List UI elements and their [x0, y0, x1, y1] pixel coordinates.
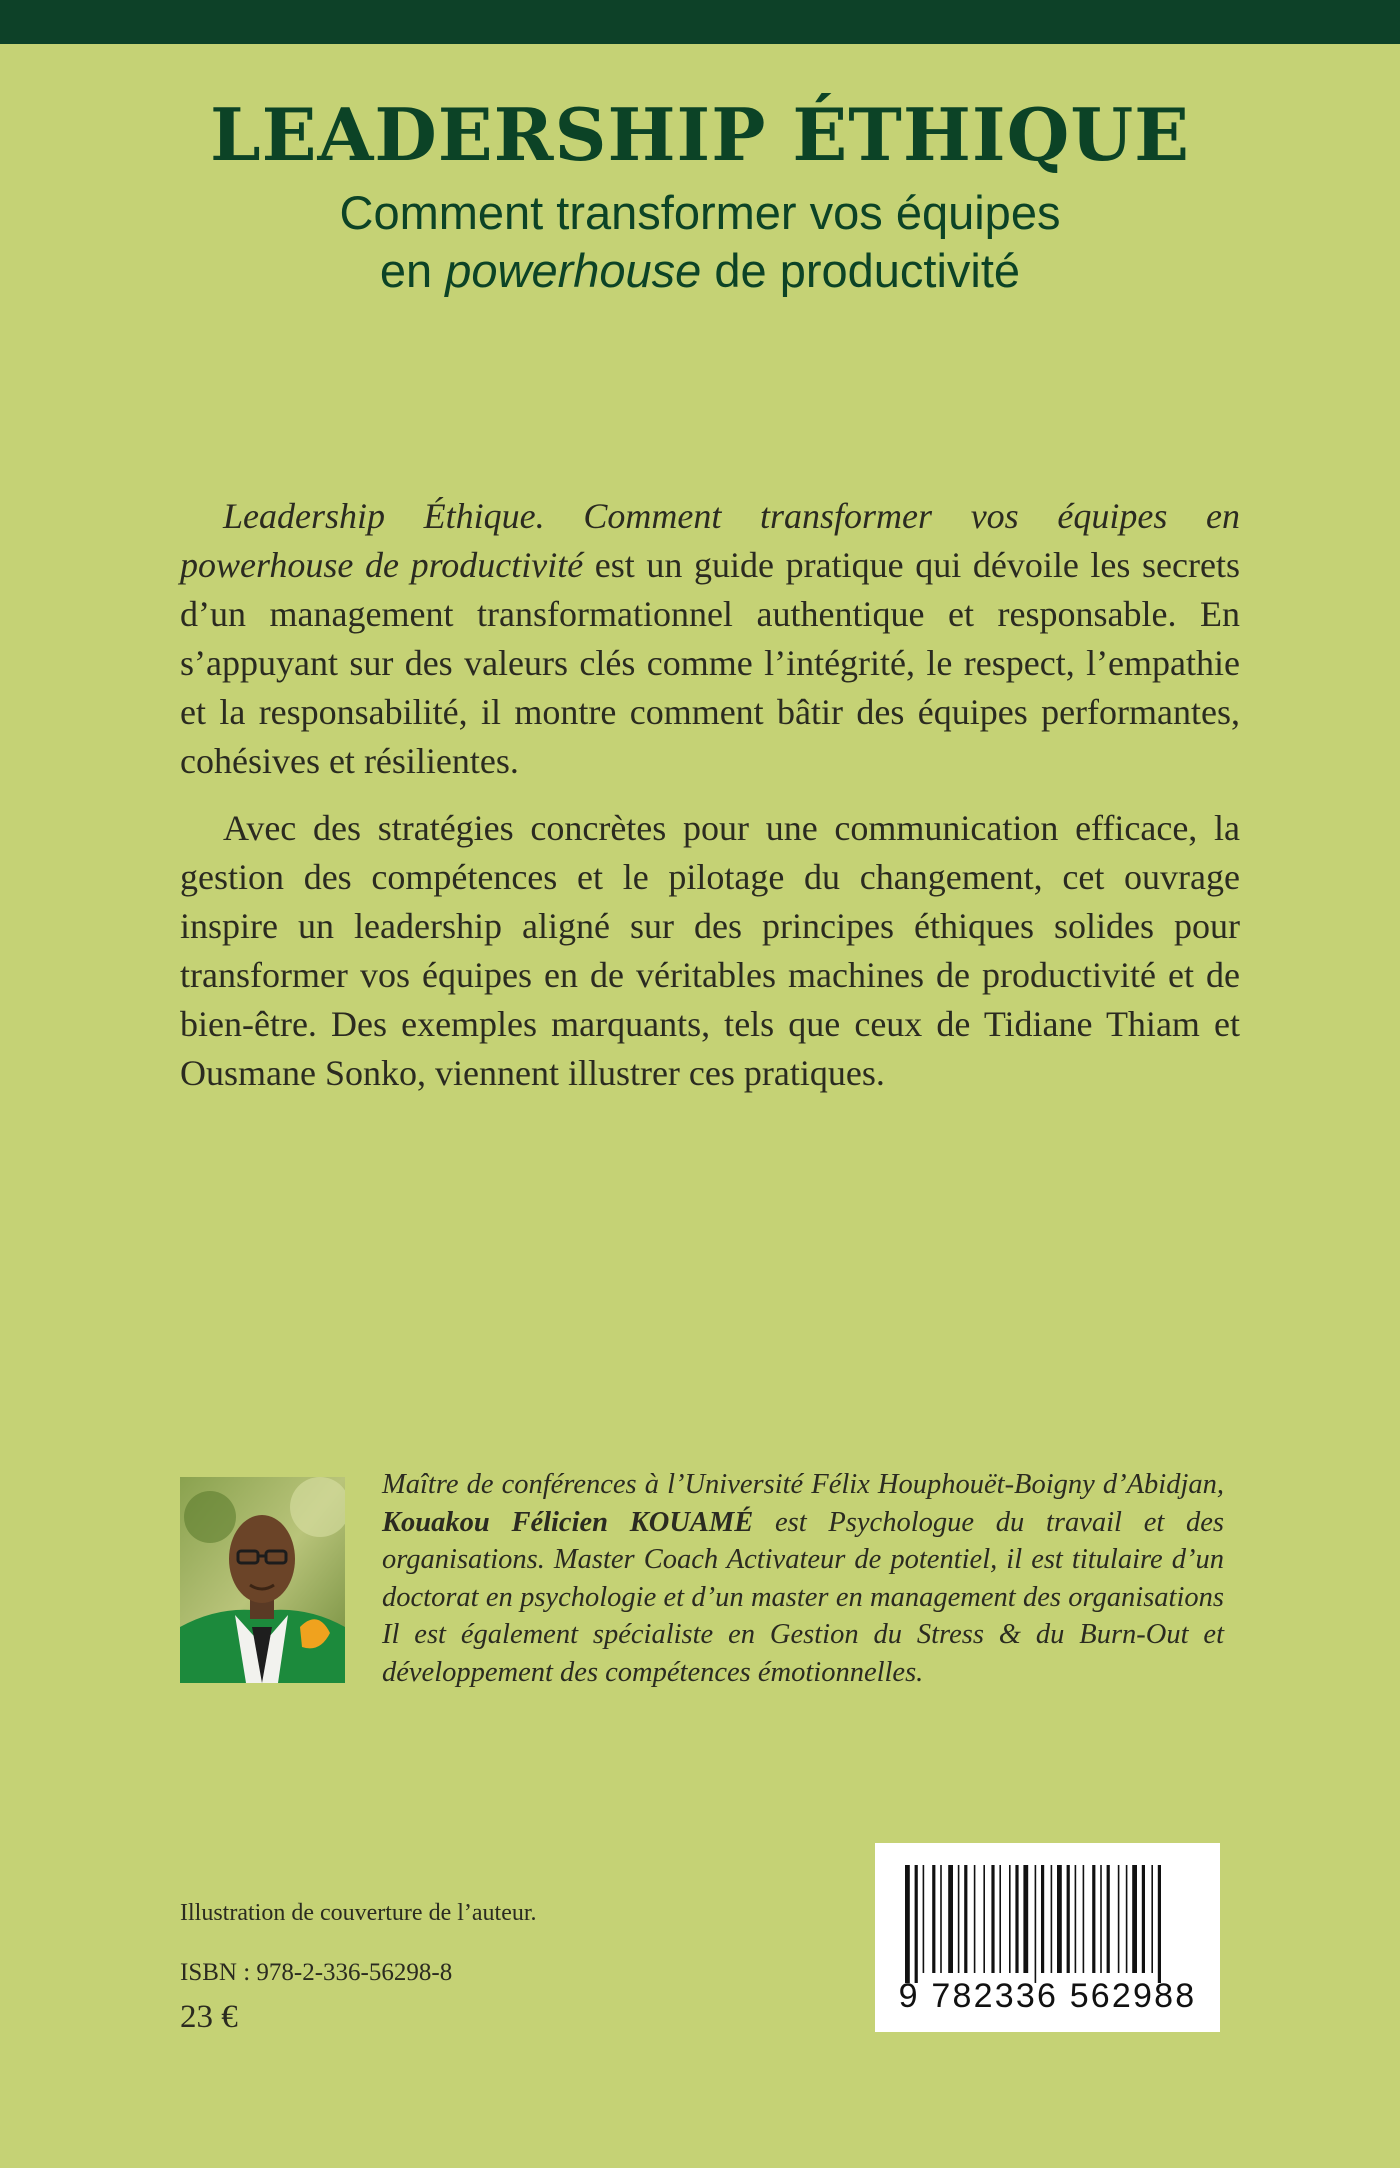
subtitle-line-1: Comment transformer vos équipes: [339, 186, 1061, 239]
barcode-bar: [1142, 1865, 1145, 1973]
barcode-bar: [1107, 1865, 1110, 1973]
title-block: [0, 92, 1400, 300]
barcode-bar: [1151, 1865, 1153, 1973]
author-photo: [180, 1477, 345, 1683]
barcode-bar: [983, 1865, 985, 1973]
barcode-bar: [974, 1865, 976, 1973]
barcode-bar: [991, 1865, 994, 1973]
barcode-bar: [1126, 1865, 1128, 1973]
blurb-paragraph-2: Avec des stratégies concrètes pour une communication efficace, la gestion des compétences et le pilotage du changement, cet ouvrage inspire un leadership aligné sur des principes éthiques solides pour transformer vos équipes en de véritables machines de productivité et de bien-être. Des exemples marquants, tels que ceux de Tidiane Thiam et Ousmane Sonko, viennent illustrer ces pratiques.: [180, 808, 1240, 1093]
barcode-bar: [1132, 1865, 1137, 1973]
barcode-bar: [1041, 1865, 1044, 1973]
barcode-bar: [1092, 1865, 1095, 1973]
barcode-bar: [1083, 1865, 1085, 1973]
blurb-paragraph-1: [180, 492, 1240, 786]
barcode-bar: [1057, 1865, 1062, 1973]
barcode-bar: [923, 1865, 925, 1973]
author-bio-intro: Maître de conférences à l’Université Félix Houphouët-Boigny d’Abidjan,: [382, 1469, 1224, 1500]
barcode-bar: [905, 1865, 910, 1983]
subtitle-line-2: [0, 242, 1400, 300]
subtitle-suffix: de productivité: [701, 244, 1021, 297]
barcode-bar: [1035, 1865, 1037, 1983]
barcode-bar: [999, 1865, 1001, 1973]
barcode-bar: [1023, 1865, 1028, 1973]
author-name: Kouakou Félicien KOUAMÉ: [382, 1506, 754, 1538]
book-subtitle: [0, 184, 1400, 300]
price: 23 €: [180, 1999, 238, 2035]
barcode: [875, 1843, 1220, 2032]
barcode-number: 9 782336 562988: [898, 1977, 1197, 2015]
cover-credit: Illustration de couverture de l’auteur.: [180, 1900, 537, 1926]
blurb-paragraph-1-text: est un guide pratique qui dévoile les secrets d’un management transformationnel authentique et responsable. En s’appuyant sur des valeurs clés comme l’intégrité, le respect, l’empathie et la responsabilité, il montre comment bâtir des équipes performantes, cohésives et résilientes.: [180, 545, 1240, 781]
barcode-bar: [1118, 1865, 1120, 1973]
barcode-bar: [1067, 1865, 1070, 1973]
barcode-bar: [1015, 1865, 1018, 1973]
barcode-bar: [940, 1865, 942, 1973]
barcode-bar: [948, 1865, 953, 1973]
barcode-bar: [1158, 1865, 1161, 1983]
barcode-bar: [958, 1865, 960, 1973]
back-cover-blurb: [180, 492, 1240, 1116]
author-portrait-image: [180, 1477, 345, 1683]
barcode-bar: [932, 1865, 935, 1973]
subtitle-prefix: en: [379, 244, 446, 297]
author-bio-text: est Psychologue du travail et des organisations. Master Coach Activateur de potentiel, il est titulaire d’un doctorat en psychologie et d’un master en management des organisations Il est également spécialiste en Gestion du Stress & du Burn-Out et développement des compétences émotionnelles.: [382, 1506, 1224, 1688]
top-color-band: [0, 0, 1400, 44]
barcode-bar: [915, 1865, 918, 1983]
subtitle-emphasis: powerhouse: [445, 244, 702, 297]
author-biography: [382, 1466, 1224, 1691]
barcode-bar: [1075, 1865, 1077, 1973]
isbn: ISBN : 978-2-336-56298-8: [180, 1959, 453, 1986]
blurb-title-italic: Leadership Éthique. Comment transformer vos équipes en powerhouse de productivité: [180, 496, 1240, 585]
barcode-bar: [1100, 1865, 1102, 1973]
barcode-bar: [1009, 1865, 1011, 1973]
barcode-bar: [1051, 1865, 1053, 1973]
barcode-bar: [964, 1865, 967, 1973]
book-title: LEADERSHIP ÉTHIQUE: [210, 92, 1190, 177]
